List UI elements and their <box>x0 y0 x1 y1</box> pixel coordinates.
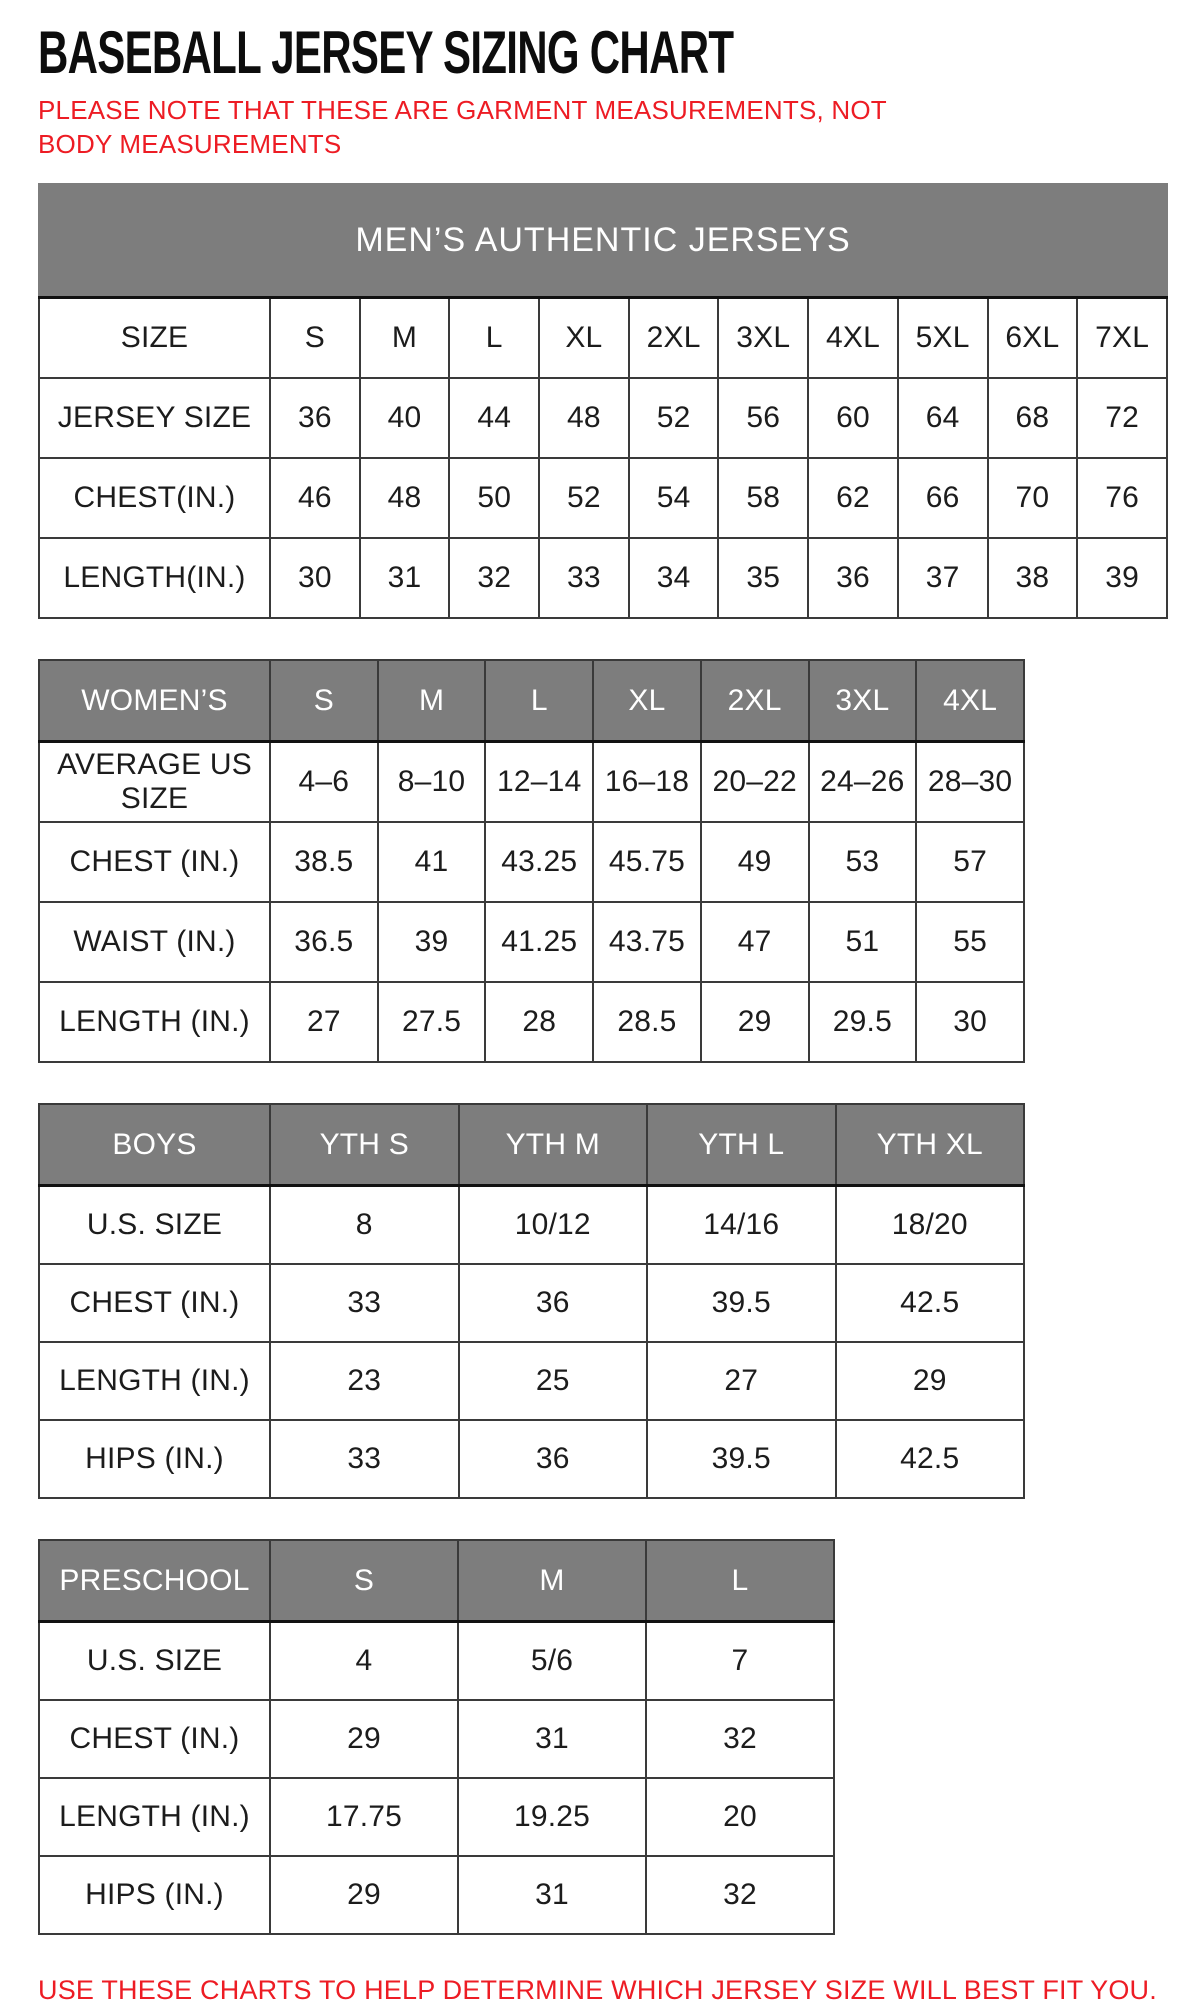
value-cell: 39 <box>378 902 486 982</box>
value-cell: 50 <box>449 458 539 538</box>
men-data-row <box>39 538 1167 618</box>
value-cell: 72 <box>1077 378 1167 458</box>
women-data-row <box>39 742 1024 822</box>
row-label: LENGTH (IN.) <box>39 1778 270 1856</box>
row-label: LENGTH (IN.) <box>39 1342 270 1420</box>
value-cell: 33 <box>270 1420 459 1498</box>
boys-size-table <box>38 1103 1025 1499</box>
value-cell: 12–14 <box>485 742 593 822</box>
value-cell: XL <box>539 298 629 378</box>
boys-data-row <box>39 1186 1024 1264</box>
preschool-header-size: S <box>270 1540 458 1622</box>
value-cell: 5/6 <box>458 1622 646 1700</box>
value-cell: 29 <box>270 1856 458 1934</box>
value-cell: 51 <box>809 902 917 982</box>
value-cell: 62 <box>808 458 898 538</box>
preschool-header-size: M <box>458 1540 646 1622</box>
value-cell: 36 <box>459 1264 648 1342</box>
value-cell: 39.5 <box>647 1420 836 1498</box>
value-cell: 39.5 <box>647 1264 836 1342</box>
value-cell: 40 <box>360 378 450 458</box>
value-cell: 45.75 <box>593 822 701 902</box>
value-cell: 30 <box>270 538 360 618</box>
row-label: CHEST (IN.) <box>39 822 270 902</box>
value-cell: 46 <box>270 458 360 538</box>
preschool-header-size: L <box>646 1540 834 1622</box>
preschool-data-row <box>39 1778 834 1856</box>
value-cell: 32 <box>646 1856 834 1934</box>
value-cell: 31 <box>458 1856 646 1934</box>
women-header-size: 3XL <box>809 660 917 742</box>
women-data-row <box>39 822 1024 902</box>
value-cell: 33 <box>270 1264 459 1342</box>
value-cell: 7XL <box>1077 298 1167 378</box>
value-cell: 36 <box>270 378 360 458</box>
value-cell: 18/20 <box>836 1186 1025 1264</box>
value-cell: 57 <box>916 822 1024 902</box>
value-cell: 4–6 <box>270 742 378 822</box>
value-cell: 36.5 <box>270 902 378 982</box>
preschool-header-row <box>39 1540 834 1622</box>
row-label: LENGTH (IN.) <box>39 982 270 1062</box>
value-cell: 41.25 <box>485 902 593 982</box>
men-table-title: MEN’S AUTHENTIC JERSEYS <box>39 184 1167 298</box>
value-cell: 52 <box>539 458 629 538</box>
boys-header-size: YTH S <box>270 1104 459 1186</box>
value-cell: 32 <box>646 1700 834 1778</box>
value-cell: 24–26 <box>809 742 917 822</box>
value-cell: 19.25 <box>458 1778 646 1856</box>
boys-data-row <box>39 1264 1024 1342</box>
men-band-row <box>39 184 1167 298</box>
value-cell: M <box>360 298 450 378</box>
value-cell: 20–22 <box>701 742 809 822</box>
value-cell: 17.75 <box>270 1778 458 1856</box>
value-cell: 3XL <box>718 298 808 378</box>
value-cell: 8–10 <box>378 742 486 822</box>
men-data-row <box>39 458 1167 538</box>
value-cell: 42.5 <box>836 1264 1025 1342</box>
value-cell: 42.5 <box>836 1420 1025 1498</box>
boys-jerseys-table <box>38 1103 1180 1499</box>
value-cell: 14/16 <box>647 1186 836 1264</box>
value-cell: 36 <box>459 1420 648 1498</box>
value-cell: 36 <box>808 538 898 618</box>
value-cell: 29 <box>836 1342 1025 1420</box>
value-cell: 52 <box>629 378 719 458</box>
womens-jerseys-table <box>38 659 1180 1063</box>
value-cell: 55 <box>916 902 1024 982</box>
value-cell: 44 <box>449 378 539 458</box>
value-cell: 27.5 <box>378 982 486 1062</box>
value-cell: S <box>270 298 360 378</box>
value-cell: 5XL <box>898 298 988 378</box>
row-label: CHEST(IN.) <box>39 458 270 538</box>
value-cell: 29.5 <box>809 982 917 1062</box>
value-cell: 29 <box>701 982 809 1062</box>
value-cell: 4XL <box>808 298 898 378</box>
value-cell: 43.25 <box>485 822 593 902</box>
value-cell: 56 <box>718 378 808 458</box>
value-cell: 37 <box>898 538 988 618</box>
value-cell: 4 <box>270 1622 458 1700</box>
value-cell: 48 <box>539 378 629 458</box>
value-cell: 76 <box>1077 458 1167 538</box>
value-cell: 68 <box>988 378 1078 458</box>
row-label: WAIST (IN.) <box>39 902 270 982</box>
value-cell: 47 <box>701 902 809 982</box>
preschool-size-table <box>38 1539 835 1935</box>
women-data-row <box>39 902 1024 982</box>
row-label: CHEST (IN.) <box>39 1264 270 1342</box>
value-cell: 20 <box>646 1778 834 1856</box>
value-cell: 27 <box>647 1342 836 1420</box>
boys-data-row <box>39 1420 1024 1498</box>
value-cell: 29 <box>270 1700 458 1778</box>
women-header-label: WOMEN’S <box>39 660 270 742</box>
footer-note: USE THESE CHARTS TO HELP DETERMINE WHICH JERSEY SIZE WILL BEST FIT YOU. <box>38 1974 1157 2005</box>
value-cell: 54 <box>629 458 719 538</box>
value-cell: 27 <box>270 982 378 1062</box>
value-cell: L <box>449 298 539 378</box>
boys-header-size: YTH M <box>459 1104 648 1186</box>
boys-header-size: YTH XL <box>836 1104 1025 1186</box>
value-cell: 38.5 <box>270 822 378 902</box>
value-cell: 32 <box>449 538 539 618</box>
value-cell: 35 <box>718 538 808 618</box>
boys-header-label: BOYS <box>39 1104 270 1186</box>
value-cell: 64 <box>898 378 988 458</box>
value-cell: 43.75 <box>593 902 701 982</box>
value-cell: 53 <box>809 822 917 902</box>
value-cell: 60 <box>808 378 898 458</box>
value-cell: 30 <box>916 982 1024 1062</box>
row-label: HIPS (IN.) <box>39 1420 270 1498</box>
value-cell: 10/12 <box>459 1186 648 1264</box>
value-cell: 2XL <box>629 298 719 378</box>
women-size-table <box>38 659 1025 1063</box>
value-cell: 34 <box>629 538 719 618</box>
row-label: U.S. SIZE <box>39 1622 270 1700</box>
value-cell: 23 <box>270 1342 459 1420</box>
value-cell: 33 <box>539 538 629 618</box>
preschool-data-row <box>39 1856 834 1934</box>
mens-jerseys-table <box>38 183 1180 619</box>
row-label: CHEST (IN.) <box>39 1700 270 1778</box>
men-data-row <box>39 298 1167 378</box>
women-header-size: 2XL <box>701 660 809 742</box>
value-cell: 8 <box>270 1186 459 1264</box>
value-cell: 39 <box>1077 538 1167 618</box>
value-cell: 66 <box>898 458 988 538</box>
row-label: U.S. SIZE <box>39 1186 270 1264</box>
boys-header-size: YTH L <box>647 1104 836 1186</box>
men-data-row <box>39 378 1167 458</box>
women-header-row <box>39 660 1024 742</box>
men-size-table <box>38 183 1168 619</box>
value-cell: 28–30 <box>916 742 1024 822</box>
row-label: AVERAGE US SIZE <box>39 742 270 822</box>
women-header-size: M <box>378 660 486 742</box>
value-cell: 48 <box>360 458 450 538</box>
preschool-jerseys-table <box>38 1539 1180 1935</box>
preschool-data-row <box>39 1700 834 1778</box>
value-cell: 31 <box>458 1700 646 1778</box>
boys-header-row <box>39 1104 1024 1186</box>
row-label: SIZE <box>39 298 270 378</box>
preschool-data-row <box>39 1622 834 1700</box>
value-cell: 28 <box>485 982 593 1062</box>
measurement-note: PLEASE NOTE THAT THESE ARE GARMENT MEASUREMENTS, NOT BODY MEASUREMENTS <box>38 95 887 159</box>
preschool-header-label: PRESCHOOL <box>39 1540 270 1622</box>
value-cell: 41 <box>378 822 486 902</box>
value-cell: 49 <box>701 822 809 902</box>
value-cell: 6XL <box>988 298 1078 378</box>
value-cell: 31 <box>360 538 450 618</box>
page-title: BASEBALL JERSEY SIZING CHART <box>38 19 734 86</box>
women-data-row <box>39 982 1024 1062</box>
women-header-size: L <box>485 660 593 742</box>
value-cell: 38 <box>988 538 1078 618</box>
row-label: HIPS (IN.) <box>39 1856 270 1934</box>
women-header-size: XL <box>593 660 701 742</box>
value-cell: 28.5 <box>593 982 701 1062</box>
value-cell: 16–18 <box>593 742 701 822</box>
row-label: LENGTH(IN.) <box>39 538 270 618</box>
value-cell: 70 <box>988 458 1078 538</box>
boys-data-row <box>39 1342 1024 1420</box>
women-header-size: 4XL <box>916 660 1024 742</box>
value-cell: 25 <box>459 1342 648 1420</box>
women-header-size: S <box>270 660 378 742</box>
value-cell: 58 <box>718 458 808 538</box>
value-cell: 7 <box>646 1622 834 1700</box>
row-label: JERSEY SIZE <box>39 378 270 458</box>
